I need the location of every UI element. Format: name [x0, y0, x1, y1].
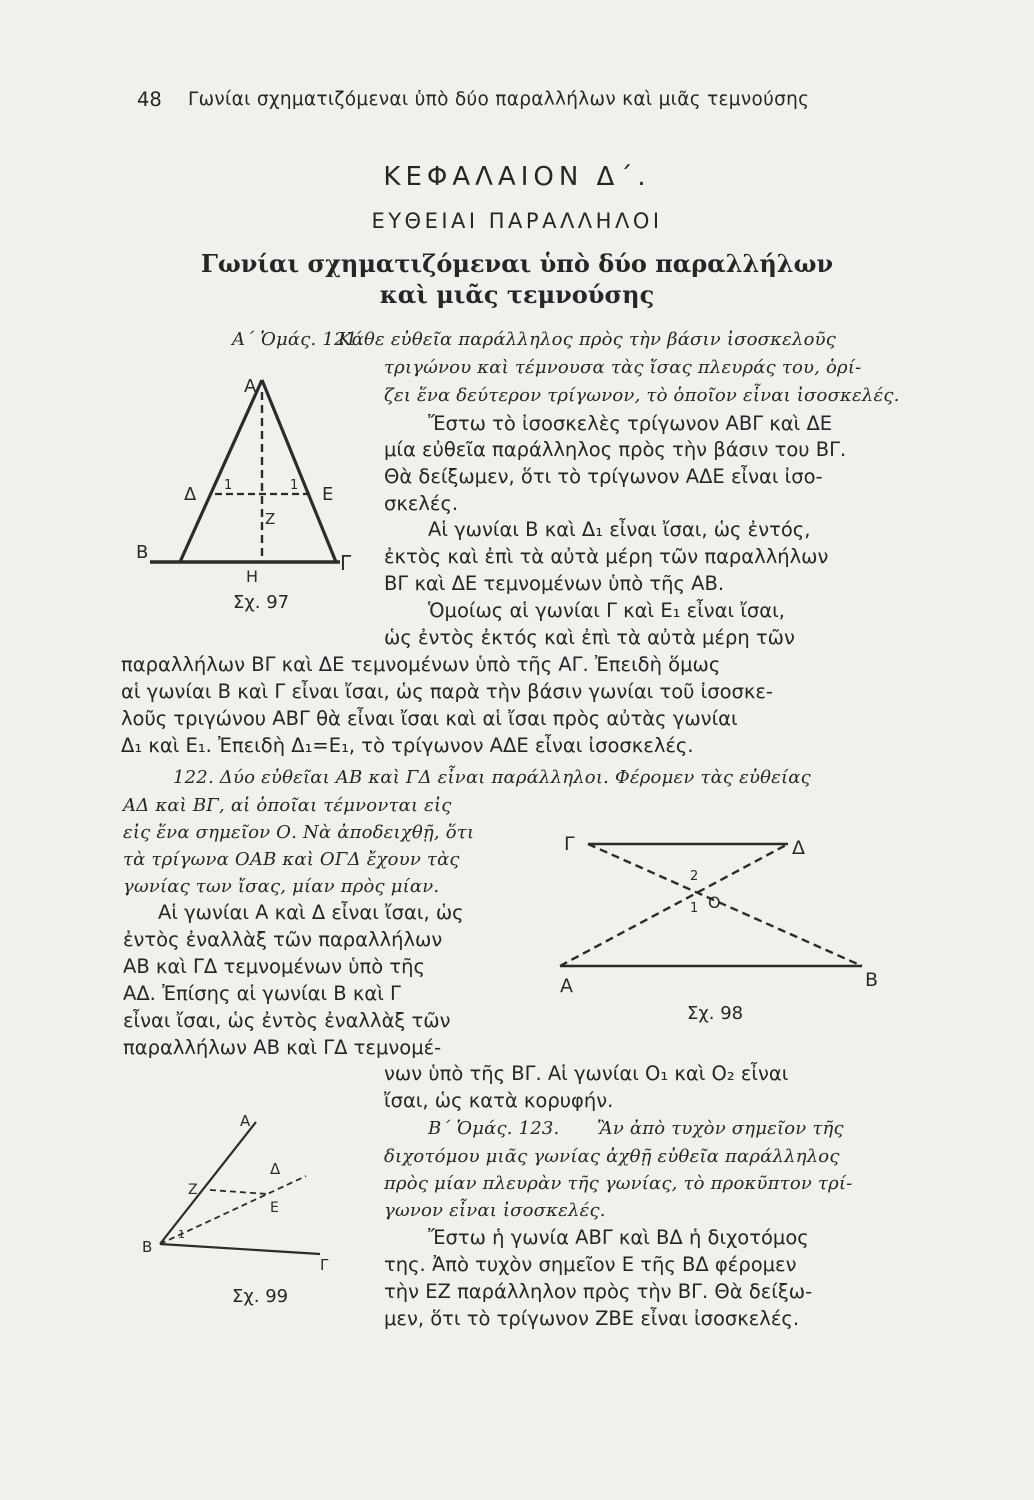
fig98-label-o: Ο — [708, 893, 721, 912]
section-title-line-2: καὶ μιᾶς τεμνούσης — [379, 280, 655, 309]
body-122-line-7: νων ὑπὸ τῆς ΒΓ. Αἱ γωνίαι Ο₁ καὶ Ο₂ εἶναι — [384, 1062, 789, 1085]
theorem-121-line-2: τριγώνου καὶ τέμνουσα τὰς ἴσας πλευράς του, ὁρί- — [384, 357, 862, 378]
fig98-angle-1: 1 — [690, 901, 699, 916]
fig99-label-z: Ζ — [188, 1182, 198, 1198]
fig97-label-b: Β — [136, 542, 149, 563]
body-123-line-1: Ἔστω ἡ γωνία ΑΒΓ καὶ ΒΔ ἡ διχοτόμος — [428, 1226, 809, 1249]
figure-97-caption: Σχ. 97 — [233, 592, 290, 613]
body-121-line-9: ὡς ἐντὸς ἐκτός καὶ ἐπὶ τὰ αὐτὰ μέρη τῶν — [384, 626, 795, 649]
fig97-label-z: Ζ — [265, 510, 276, 528]
body-121-line-2: μία εὐθεῖα παράλληλος πρὸς τὴν βάσιν του ΒΓ. — [384, 438, 847, 461]
chapter-subtitle: ΕΥΘΕΙΑΙ ΠΑΡΑΛΛΗΛΟΙ — [371, 209, 663, 233]
group-label-a-121: Α΄ Ὁμάς. 121. — [232, 329, 364, 350]
fig97-label-a: Α — [244, 376, 257, 397]
fig97-side-ag — [262, 380, 336, 562]
fig99-label-a: Α — [240, 1112, 251, 1130]
fig99-label-d: Δ — [270, 1160, 281, 1178]
body-121-line-3: Θὰ δείξωμεν, ὅτι τὸ τρίγωνον ΑΔΕ εἶναι ἰσο- — [384, 465, 823, 488]
theorem-121-line-1: Κάθε εὐθεῖα παράλληλος πρὸς τὴν βάσιν ἰσοσκελοῦς — [338, 329, 837, 350]
body-121-line-6: ἐκτὸς καὶ ἐπὶ τὰ αὐτὰ μέρη τῶν παραλλήλων — [384, 545, 829, 568]
fig98-angle-2: 2 — [690, 869, 699, 884]
theorem-122-line-1: 122. Δύο εὐθεῖαι ΑΒ καὶ ΓΔ εἶναι παράλληλοι. Φέρομεν τὰς εὐθείας — [173, 767, 811, 788]
fig98-label-b: Β — [865, 969, 879, 991]
body-121-line-12: λοῦς τριγώνου ΑΒΓ θὰ εἶναι ἴσαι καὶ αἱ ἴσαι πρὸς αὐτὰς γωνίαι — [121, 707, 738, 730]
figure-98-caption: Σχ. 98 — [687, 1003, 744, 1024]
body-121-line-7: ΒΓ καὶ ΔΕ τεμνομένων ὑπὸ τῆς ΑΒ. — [384, 572, 725, 595]
figure-99-caption: Σχ. 99 — [232, 1286, 289, 1307]
running-header: Γωνίαι σχηματιζόμεναι ὑπὸ δύο παραλλήλων καὶ μιᾶς τεμνούσης — [188, 89, 810, 110]
theorem-123-line-2: διχοτόμου μιᾶς γωνίας ἀχθῇ εὐθεῖα παράλληλος — [384, 1146, 840, 1167]
body-122-line-6: παραλλήλων ΑΒ καὶ ΓΔ τεμνομέ- — [123, 1036, 442, 1059]
fig99-label-e: Ε — [270, 1200, 279, 1216]
body-123-line-2: της. Ἀπὸ τυχὸν σημεῖον Ε τῆς ΒΔ φέρομεν — [384, 1253, 797, 1276]
fig98-label-a: Α — [560, 975, 573, 997]
body-121-line-8: Ὁμοίως αἱ γωνίαι Γ καὶ Ε₁ εἶναι ἴσαι, — [428, 599, 785, 622]
body-123-line-3: τὴν ΕΖ παράλληλον πρὸς τὴν ΒΓ. Θὰ δείξω- — [384, 1280, 813, 1303]
body-123-line-4: μεν, ὅτι τὸ τρίγωνον ΖΒΕ εἶναι ἰσοσκελές. — [384, 1307, 800, 1330]
theorem-122-line-5: γωνίας των ἴσας, μίαν πρὸς μίαν. — [123, 876, 440, 897]
fig99-label-b: Β — [142, 1238, 153, 1256]
body-121-line-4: σκελές. — [384, 492, 459, 515]
fig98-label-d: Δ — [792, 837, 805, 859]
theorem-121-line-3: ζει ἕνα δεύτερον τρίγωνον, τὸ ὁποῖον εἶναι ἰσοσκελές. — [384, 385, 900, 406]
page-number: 48 — [137, 88, 162, 111]
theorem-122-line-2: ΑΔ καὶ ΒΓ, αἱ ὁποῖαι τέμνονται εἰς — [123, 795, 452, 816]
fig99-angle-1: 1 — [178, 1228, 185, 1241]
body-121-line-10: παραλλήλων ΒΓ καὶ ΔΕ τεμνομένων ὑπὸ τῆς ΑΓ. Ἐπειδὴ ὅμως — [121, 653, 721, 676]
fig97-label-g: Γ — [340, 551, 352, 575]
chapter-label: ΚΕΦΑΛΑΙΟΝ Δ΄. — [383, 162, 651, 192]
fig99-ray-ba — [160, 1122, 256, 1244]
fig98-label-g: Γ — [564, 833, 575, 855]
fig97-label-d: Δ — [184, 484, 197, 505]
group-label-b-123: Β΄ Ὁμάς. 123. — [428, 1118, 560, 1139]
fig99-ray-bg — [160, 1244, 320, 1254]
body-121-line-5: Αἱ γωνίαι Β καὶ Δ₁ εἶναι ἴσαι, ὡς ἐντός, — [428, 518, 811, 541]
body-122-line-1: Αἱ γωνίαι Α καὶ Δ εἶναι ἴσαι, ὡς — [158, 901, 464, 924]
theorem-123-line-4: γωνον εἶναι ἰσοσκελές. — [384, 1200, 606, 1221]
fig97-label-e: Ε — [322, 484, 334, 505]
body-122-line-2: ἐντὸς ἐναλλὰξ τῶν παραλλήλων — [123, 928, 443, 951]
body-122-line-8: ἴσαι, ὡς κατὰ κορυφήν. — [384, 1089, 614, 1112]
fig99-segment-ze — [210, 1190, 268, 1194]
body-121-line-1: Ἔστω τὸ ἰσοσκελὲς τρίγωνον ΑΒΓ καὶ ΔΕ — [428, 412, 833, 435]
fig99-label-g: Γ — [320, 1256, 329, 1274]
section-title-line-1: Γωνίαι σχηματιζόμεναι ὑπὸ δύο παραλλήλων — [200, 249, 834, 278]
body-122-line-4: ΑΔ. Ἐπίσης αἱ γωνίαι Β καὶ Γ — [123, 982, 401, 1005]
theorem-122-line-3: εἰς ἕνα σημεῖον Ο. Νὰ ἀποδειχθῇ, ὅτι — [123, 822, 475, 843]
figure-97 — [122, 372, 382, 612]
body-122-line-5: εἶναι ἴσαι, ὡς ἐντὸς ἐναλλὰξ τῶν — [123, 1009, 451, 1032]
fig97-angle-d1: 1 — [224, 478, 233, 493]
fig97-label-h: Η — [246, 567, 259, 586]
fig97-side-ab — [180, 380, 262, 562]
theorem-123-line-3: πρὸς μίαν πλευρὰν τῆς γωνίας, τὸ προκῦπτον τρί- — [384, 1173, 853, 1194]
fig98-transversal-ad — [560, 844, 788, 966]
theorem-123-line-1: Ἂν ἀπὸ τυχὸν σημεῖον τῆς — [597, 1118, 844, 1139]
theorem-122-line-4: τὰ τρίγωνα ΟΑΒ καὶ ΟΓΔ ἔχουν τὰς — [123, 849, 460, 870]
fig97-angle-e1: 1 — [290, 478, 299, 493]
body-121-line-13: Δ₁ καὶ Ε₁. Ἐπειδὴ Δ₁=Ε₁, τὸ τρίγωνον ΑΔΕ εἶναι ἰσοσκελές. — [121, 734, 694, 757]
body-121-line-11: αἱ γωνίαι Β καὶ Γ εἶναι ἴσαι, ὡς παρὰ τὴν βάσιν γωνίαι τοῦ ἰσοσκε- — [121, 680, 773, 703]
figure-98 — [530, 826, 900, 1006]
figure-99 — [140, 1108, 360, 1278]
fig98-transversal-gb — [588, 844, 862, 966]
body-122-line-3: ΑΒ καὶ ΓΔ τεμνομένων ὑπὸ τῆς — [123, 955, 425, 978]
